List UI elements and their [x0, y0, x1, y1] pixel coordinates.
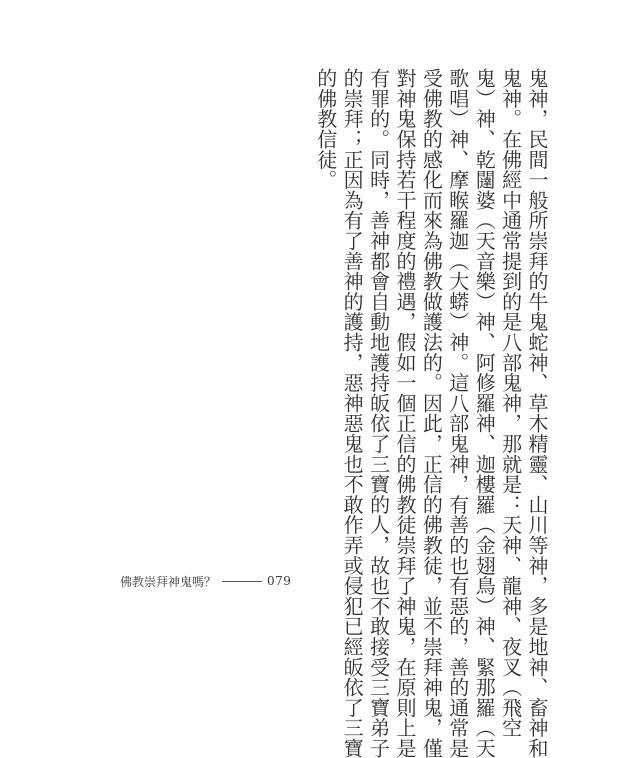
- text-column: 受佛教的感化而來為佛教做護法的。因此，正信的佛教徒，並不崇拜神鬼，僅: [419, 68, 444, 758]
- text-column: 鬼）神、乾闥婆（天音樂）神、阿修羅神、迦樓羅（金翅鳥）神、緊那羅（天: [472, 68, 497, 758]
- text-column: 對神鬼保持若干程度的禮遇，假如一個正信的佛教徒崇拜了神鬼，在原則上是: [392, 68, 417, 758]
- page-number: 079: [267, 574, 292, 588]
- page-footer: [120, 573, 291, 589]
- text-column: 鬼神。在佛經中通常提到的是八部鬼神，那就是：天神、龍神、夜叉（飛空: [498, 68, 523, 738]
- text-column: 鬼神，民間一般所崇拜的牛鬼蛇神、草木精靈、山川等神，多是地神、畜神和: [525, 68, 549, 758]
- text-column: 的佛教信徒。: [313, 68, 338, 190]
- footer-rule: [222, 581, 262, 582]
- text-column: 歌唱）神、摩睺羅迦（大蟒）神。這八部鬼神，有善的也有惡的，善的通常是: [445, 68, 470, 758]
- text-column: 有罪的。同時，善神都會自動地護持皈依了三寶的人，故也不敢接受三寶弟子: [366, 68, 391, 758]
- text-column: 的崇拜；正因為有了善神的護持，惡神惡鬼也不敢作弄或侵犯已經皈依了三寶: [340, 68, 365, 758]
- body-text: [312, 68, 550, 758]
- running-title: 佛教崇拜神鬼嗎？: [120, 574, 217, 589]
